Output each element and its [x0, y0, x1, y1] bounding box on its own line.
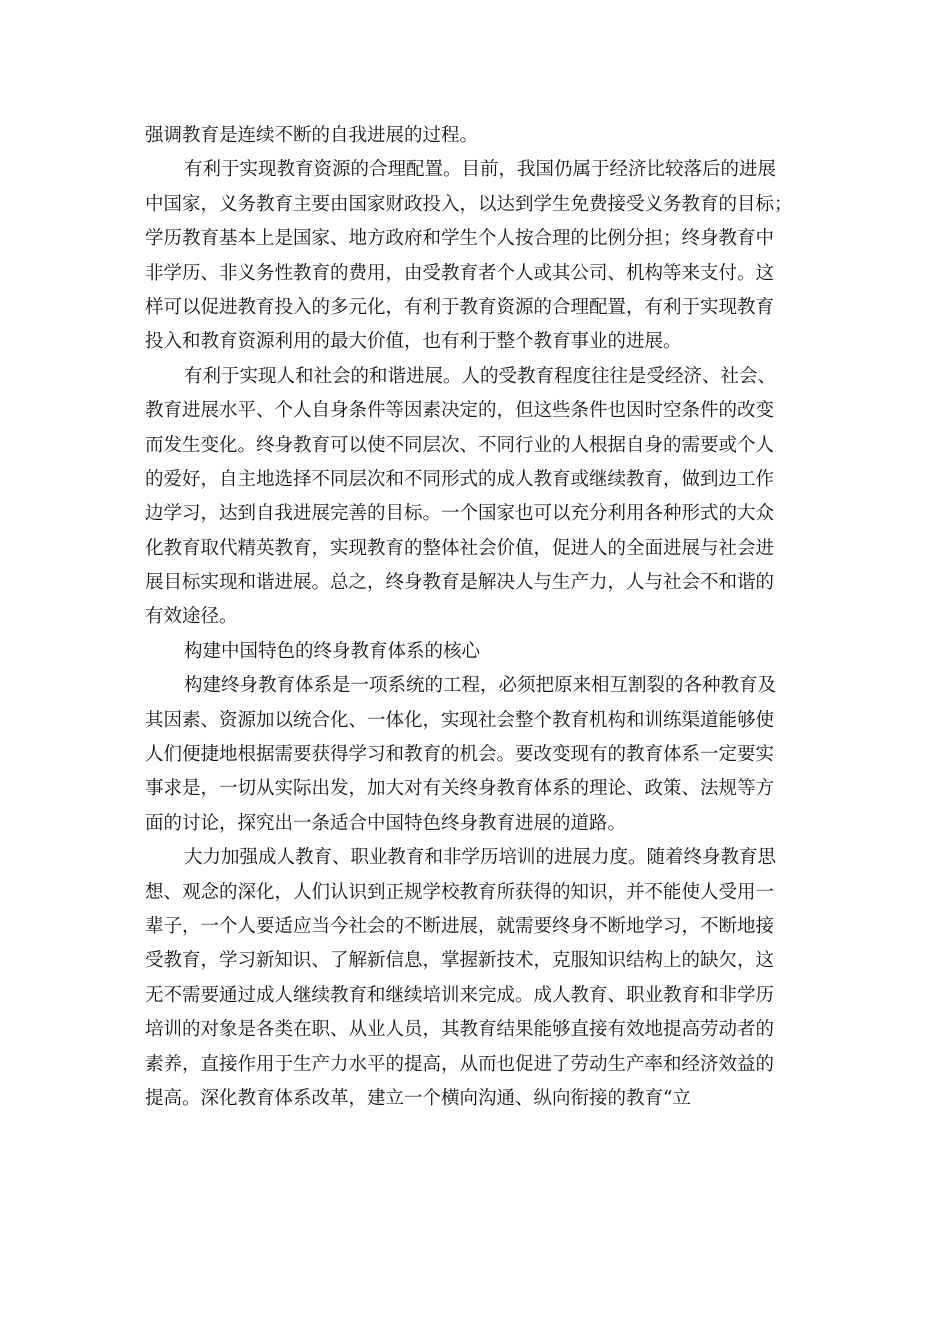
- text-line: 而发生变化。终身教育可以使不同层次、不同行业的人根据自身的需要或个人: [145, 434, 775, 456]
- text-line: 化教育取代精英教育，实现教育的整体社会价值，促进人的全面进展与社会进: [145, 537, 775, 559]
- paragraph-first-line: 构建终身教育体系是一项系统的工程，必须把原来相互割裂的各种教育及: [184, 675, 777, 697]
- text-line: 强调教育是连续不断的自我进展的过程。: [145, 125, 479, 146]
- text-line: 非学历、非义务性教育的费用，由受教育者个人或其公司、机构等来支付。这: [145, 262, 775, 284]
- text-line: 的爱好，自主地选择不同层次和不同形式的成人教育或继续教育，做到边工作: [145, 468, 775, 490]
- text-line: 样可以促进教育投入的多元化，有利于教育资源的合理配置，有利于实现教育: [145, 296, 775, 318]
- text-line: 辈子，一个人要适应当今社会的不断进展，就需要终身不断地学习，不断地接: [145, 915, 775, 937]
- text-line: 其因素、资源加以统合化、一体化，实现社会整个教育机构和训练渠道能够使: [145, 709, 775, 731]
- paragraph-first-line: 有利于实现人和社会的和谐进展。人的受教育程度往往是受经济、社会、: [184, 365, 777, 387]
- paragraph-first-line: 构建中国特色的终身教育体系的核心: [184, 640, 481, 662]
- text-line: 想、观念的深化，人们认识到正规学校教育所获得的知识，并不能使人受用一: [145, 881, 775, 903]
- text-line: 素养，直接作用于生产力水平的提高，从而也促进了劳动生产率和经济效益的: [145, 1053, 775, 1075]
- text-line: 事求是，一切从实际出发，加大对有关终身教育体系的理论、政策、法规等方: [145, 778, 775, 800]
- text-line: 提高。深化教育体系改革，建立一个横向沟通、纵向衔接的教育“立: [145, 1087, 691, 1109]
- paragraph-first-line: 有利于实现教育资源的合理配置。目前，我国仍属于经济比较落后的进展: [184, 159, 777, 181]
- text-line: 有效途径。: [145, 606, 238, 628]
- text-line: 受教育，学习新知识、了解新信息，掌握新技术，克服知识结构上的缺欠，这: [145, 950, 775, 972]
- text-line: 教育进展水平、个人自身条件等因素决定的，但这些条件也因时空条件的改变: [145, 400, 775, 422]
- text-line: 学历教育基本上是国家、地方政府和学生个人按合理的比例分担；终身教育中: [145, 228, 775, 250]
- text-line: 人们便捷地根据需要获得学习和教育的机会。要改变现有的教育体系一定要实: [145, 744, 775, 766]
- text-line: 中国家，义务教育主要由国家财政投入，以达到学生免费接受义务教育的目标；: [145, 193, 793, 215]
- text-line: 投入和教育资源利用的最大价值，也有利于整个教育事业的进展。: [145, 331, 682, 353]
- text-line: 培训的对象是各类在职、从业人员，其教育结果能够直接有效地提高劳动者的: [145, 1019, 775, 1041]
- text-line: 展目标实现和谐进展。总之，终身教育是解决人与生产力，人与社会不和谐的: [145, 572, 775, 594]
- paragraph-first-line: 大力加强成人教育、职业教育和非学历培训的进展力度。随着终身教育思: [184, 847, 777, 869]
- document-body: [145, 119, 813, 1116]
- text-line: 面的讨论，探究出一条适合中国特色终身教育进展的道路。: [145, 812, 627, 834]
- text-line: 无不需要通过成人继续教育和继续培训来完成。成人教育、职业教育和非学历: [145, 984, 775, 1006]
- text-line: 边学习，达到自我进展完善的目标。一个国家也可以充分利用各种形式的大众: [145, 503, 775, 525]
